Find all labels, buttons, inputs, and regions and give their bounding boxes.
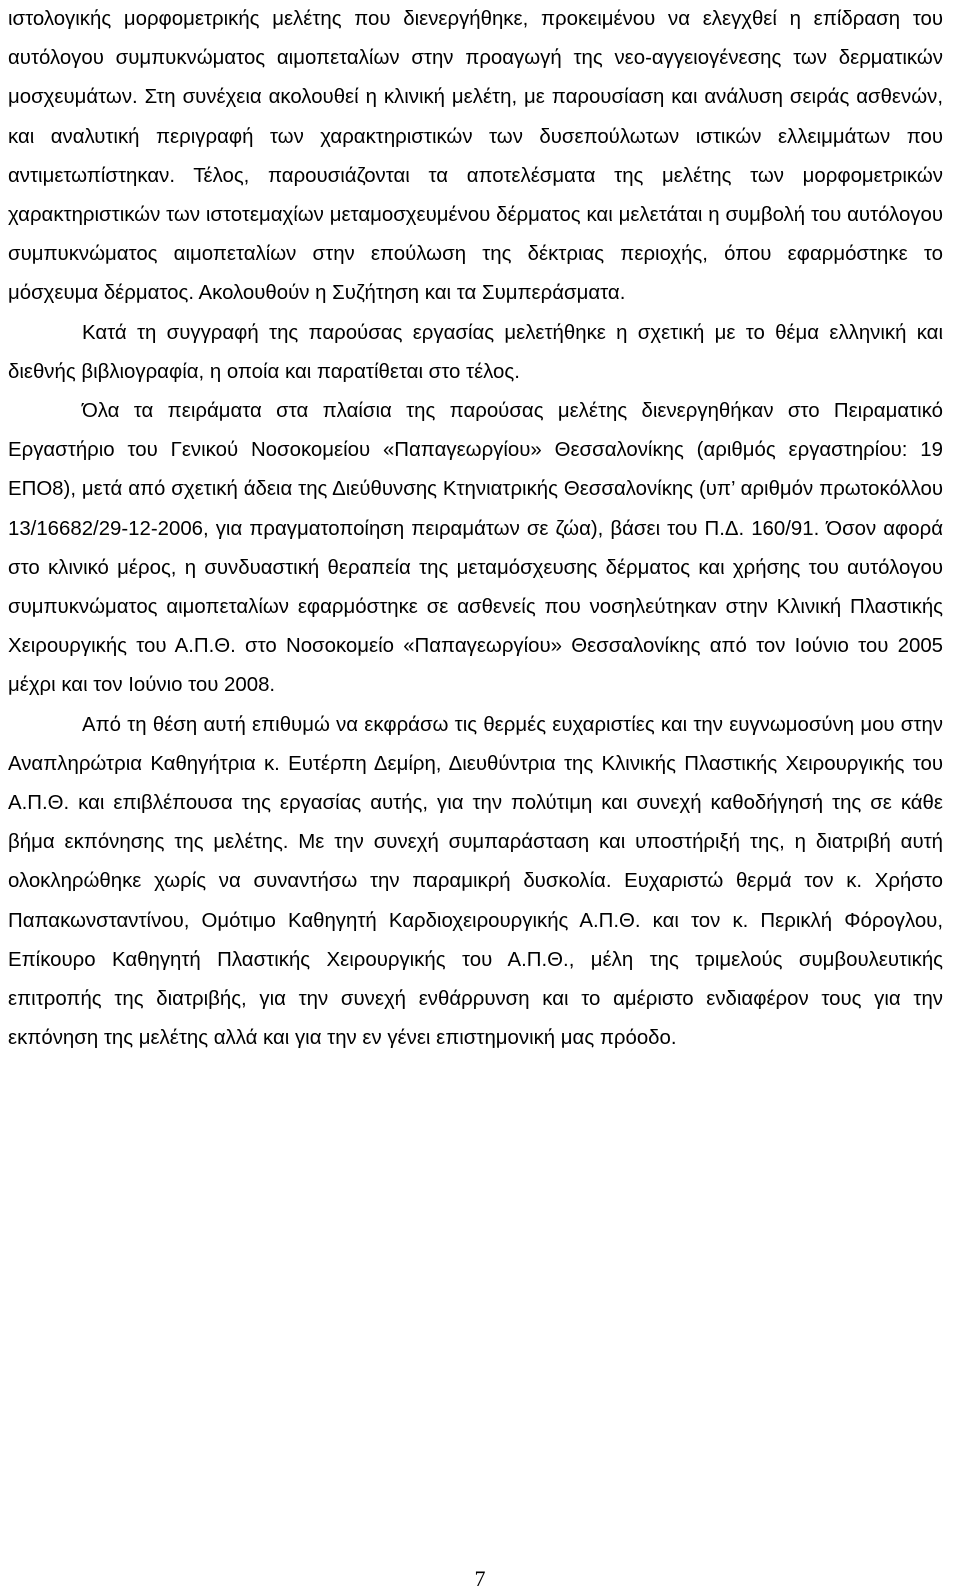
paragraph-experiments: Όλα τα πειράματα στα πλαίσια της παρούσας μελέτης διενεργηθήκαν στο Πειραματικό Εργαστήριο του Γενικού Νοσοκομείου «Παπαγεωργίου» Θεσσαλονίκης (αριθμός εργαστηρίου: 19 ΕΠΟ8), μετά από σχετική άδεια της Διεύθυνσης Κτηνιατρικής Θεσσαλονίκης (υπ’ αριθμόν πρωτοκόλλου 13/16682/29-12-2006, για πραγματοποίηση πειραμάτων σε ζώα), βάσει του Π.Δ. 160/91. Όσον αφορά στο κλινικό μέρος, η συνδυαστική θεραπεία της μεταμόσχευσης δέρματος και χρήσης του αυτόλογου συμπυκνώματος αιμοπεταλίων εφαρμόστηκε σε ασθενείς που νοσηλεύτηκαν στην Κλινική Πλαστικής Χειρουργικής του Α.Π.Θ. στο Νοσοκομείο «Παπαγεωργίου» Θεσσαλονίκης από τον Ιούνιο του 2005 μέχρι και τον Ιούνιο του 2008.: [8, 400, 943, 697]
document-page: [8, 0, 943, 1058]
page-number: 7: [474, 1566, 486, 1591]
paragraph-bibliography: Κατά τη συγγραφή της παρούσας εργασίας μελετήθηκε η σχετική με το θέμα ελληνική και διεθνής βιβλιογραφία, η οποία και παρατίθεται στο τέλος.: [8, 321, 943, 383]
paragraph-study-overview: ιστολογικής μορφομετρικής μελέτης που διενεργήθηκε, προκειμένου να ελεγχθεί η επίδραση του αυτόλογου συμπυκνώματος αιμοπεταλίων στην προαγωγή της νεο-αγγειογένεσης των δερματικών μοσχευμάτων. Στη συνέχεια ακολουθεί η κλινική μελέτη, με παρουσίαση και ανάλυση σειράς ασθενών, και αναλυτική περιγραφή των χαρακτηριστικών των δυσεπούλωτων ιστικών ελλειμμάτων που αντιμετωπίστηκαν. Τέλος, παρουσιάζονται τα αποτελέσματα της μελέτης των μορφομετρικών χαρακτηριστικών των ιστοτεμαχίων μεταμοσχευμένου δέρματος και μελετάται η συμβολή του αυτόλογου συμπυκνώματος αιμοπεταλίων στην επούλωση της δέκτριας περιοχής, όπου εφαρμόστηκε το μόσχευμα δέρματος. Ακολουθούν η Συζήτηση και τα Συμπεράσματα.: [8, 8, 943, 305]
paragraph-acknowledgements: Από τη θέση αυτή επιθυμώ να εκφράσω τις θερμές ευχαριστίες και την ευγνωμοσύνη μου στην Αναπληρώτρια Καθηγήτρια κ. Ευτέρπη Δεμίρη, Διευθύντρια της Κλινικής Πλαστικής Χειρουργικής του Α.Π.Θ. και επιβλέπουσα της εργασίας αυτής, για την πολύτιμη και συνεχή καθοδήγησή της σε κάθε βήμα εκπόνησης της μελέτης. Με την συνεχή συμπαράσταση και υποστήριξή της, η διατριβή αυτή ολοκληρώθηκε χωρίς να συναντήσω την παραμικρή δυσκολία. Ευχαριστώ θερμά τον κ. Χρήστο Παπακωνσταντίνου, Ομότιμο Καθηγητή Καρδιοχειρουργικής Α.Π.Θ. και τον κ. Περικλή Φόρογλου, Επίκουρο Καθηγητή Πλαστικής Χειρουργικής του Α.Π.Θ., μέλη της τριμελούς συμβουλευτικής επιτροπής της διατριβής, για την συνεχή ενθάρρυνση και το αμέριστο ενδιαφέρον τους για την εκπόνηση της μελέτης αλλά και για την εν γένει επιστημονική μας πρόοδο.: [8, 713, 943, 1050]
